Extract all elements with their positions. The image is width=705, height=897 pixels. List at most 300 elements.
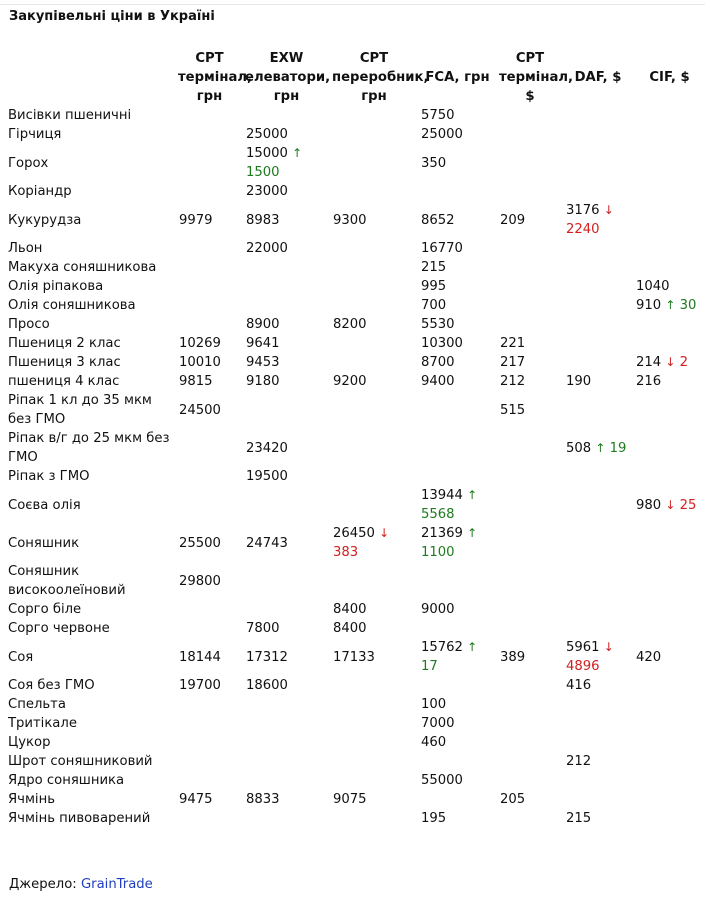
price-cell (176, 391, 243, 429)
price-cell (633, 695, 705, 714)
price-change: 2 (679, 355, 689, 370)
table-row (6, 524, 705, 562)
arrow-up-icon: ↑ (292, 146, 303, 160)
price-cell (330, 486, 418, 524)
table-row (6, 467, 705, 486)
price-value: 9453 (246, 355, 280, 370)
price-cell (176, 315, 243, 334)
price-cell (497, 562, 563, 600)
price-value: 9815 (179, 374, 213, 389)
price-cell (243, 714, 330, 733)
price-cell (563, 429, 633, 467)
price-value: 21369 (421, 526, 463, 541)
price-cell (633, 600, 705, 619)
price-value: 23000 (246, 184, 288, 199)
price-cell (243, 619, 330, 638)
price-cell (633, 809, 705, 828)
price-cell (418, 144, 497, 182)
price-value: 8652 (421, 212, 455, 228)
price-cell (563, 733, 633, 752)
price-cell (330, 600, 418, 619)
product-name: Соняшник (8, 535, 80, 551)
price-cell (176, 106, 243, 125)
arrow-up-icon: ↑ (467, 488, 478, 502)
price-cell (243, 524, 330, 562)
price-cell (633, 182, 705, 201)
price-value: 515 (500, 402, 526, 418)
price-cell (497, 752, 563, 771)
price-cell (330, 391, 418, 429)
price-cell (563, 106, 633, 125)
price-cell (633, 125, 705, 144)
price-cell (243, 125, 330, 144)
price-cell (176, 714, 243, 733)
price-cell (563, 296, 633, 315)
price-cell (563, 372, 633, 391)
price-cell (243, 315, 330, 334)
product-name: Кукурудза (8, 212, 82, 228)
price-cell (633, 315, 705, 334)
price-cell (243, 752, 330, 771)
price-cell (330, 201, 418, 239)
price-cell (243, 600, 330, 619)
price-cell (243, 429, 330, 467)
price-cell (243, 733, 330, 752)
price-cell (563, 524, 633, 562)
price-cell (497, 790, 563, 809)
price-cell (563, 315, 633, 334)
table-row (6, 562, 705, 600)
price-cell (497, 334, 563, 353)
price-cell (243, 296, 330, 315)
price-value: 26450 (333, 526, 375, 541)
table-row (6, 353, 705, 372)
price-cell (563, 638, 633, 676)
price-value: 995 (421, 279, 447, 294)
source-line (9, 877, 153, 892)
price-cell (497, 638, 563, 676)
product-name: Соєва олія (8, 497, 81, 513)
arrow-down-icon: ↓ (379, 526, 390, 540)
price-change: 19 (609, 440, 627, 456)
price-cell (497, 182, 563, 201)
price-cell (563, 714, 633, 733)
price-value: 24500 (179, 402, 221, 418)
product-name: Сорго біле (8, 602, 82, 617)
price-value: 700 (421, 298, 447, 313)
price-value: 460 (421, 735, 447, 750)
table-row (6, 391, 705, 429)
price-cell (418, 296, 497, 315)
price-cell (176, 809, 243, 828)
price-cell (243, 277, 330, 296)
price-value: 8833 (246, 792, 280, 807)
price-cell (633, 752, 705, 771)
price-cell (418, 619, 497, 638)
price-value: 9979 (179, 212, 213, 228)
price-value: 17133 (333, 649, 375, 665)
price-cell (497, 315, 563, 334)
price-cell (243, 771, 330, 790)
price-cell (176, 790, 243, 809)
price-cell (176, 467, 243, 486)
source-label: Джерело: (9, 877, 77, 892)
price-cell (497, 467, 563, 486)
price-value: 19500 (246, 469, 288, 484)
product-name: Ріпак в/г до 25 мкм без ГМО (8, 431, 170, 465)
price-cell (418, 429, 497, 467)
page-title: Закупівельні ціни в Україні (9, 9, 215, 24)
price-value: 25500 (179, 535, 221, 551)
price-value: 1040 (636, 279, 670, 294)
price-cell (330, 714, 418, 733)
price-cell (497, 144, 563, 182)
price-cell (633, 391, 705, 429)
price-value: 18144 (179, 649, 221, 665)
table-row (6, 144, 705, 182)
price-cell (563, 239, 633, 258)
price-cell (497, 619, 563, 638)
column-header-cpt-terminal-uah: CPT термінал, грн (178, 50, 253, 104)
price-cell (563, 125, 633, 144)
table-row (6, 429, 705, 467)
column-header-cif-usd: CIF, $ (649, 69, 690, 85)
price-change: 17 (421, 659, 438, 674)
price-cell (243, 201, 330, 239)
price-value: 19700 (179, 678, 221, 693)
price-cell (418, 258, 497, 277)
table-row (6, 600, 705, 619)
price-cell (418, 562, 497, 600)
column-header-cpt-terminal-usd: CPT термінал, $ (499, 50, 574, 104)
price-cell (176, 524, 243, 562)
price-cell (418, 676, 497, 695)
price-cell (418, 201, 497, 239)
price-cell (497, 771, 563, 790)
table-row (6, 315, 705, 334)
price-cell (418, 714, 497, 733)
price-value: 350 (421, 155, 447, 171)
price-cell (497, 277, 563, 296)
price-cell (176, 752, 243, 771)
price-value: 55000 (421, 773, 463, 788)
price-value: 205 (500, 792, 526, 807)
table-row (6, 619, 705, 638)
price-value: 9200 (333, 374, 367, 389)
price-cell (330, 638, 418, 676)
price-cell (243, 258, 330, 277)
price-value: 215 (421, 260, 447, 275)
price-value: 16770 (421, 241, 463, 256)
price-value: 5961 (566, 640, 600, 655)
product-name: Гірчиця (8, 127, 62, 142)
price-cell (563, 771, 633, 790)
price-change: 1100 (421, 545, 455, 560)
price-cell (176, 562, 243, 600)
product-name: Пшениця 2 клас (8, 336, 121, 351)
table-row (6, 790, 705, 809)
table-row (6, 106, 705, 125)
price-cell (330, 619, 418, 638)
product-name: Просо (8, 317, 50, 332)
price-cell (243, 638, 330, 676)
price-cell (243, 334, 330, 353)
price-cell (176, 695, 243, 714)
price-cell (563, 334, 633, 353)
price-cell (497, 106, 563, 125)
arrow-down-icon: ↓ (603, 640, 614, 654)
price-value: 910 (636, 298, 662, 313)
price-value: 9180 (246, 374, 280, 389)
price-cell (176, 296, 243, 315)
table-row (6, 676, 705, 695)
source-link[interactable]: GrainTrade (80, 877, 153, 892)
price-value: 23420 (246, 440, 288, 456)
price-cell (243, 486, 330, 524)
price-cell (633, 372, 705, 391)
table-row (6, 239, 705, 258)
price-cell (497, 391, 563, 429)
price-cell (563, 809, 633, 828)
price-cell (243, 106, 330, 125)
price-cell (633, 334, 705, 353)
price-cell (330, 467, 418, 486)
price-cell (330, 258, 418, 277)
price-value: 8400 (333, 621, 367, 636)
price-cell (563, 562, 633, 600)
table-row (6, 638, 705, 676)
price-value: 18600 (246, 678, 288, 693)
price-cell (418, 372, 497, 391)
product-name: Ріпак з ГМО (8, 469, 90, 484)
price-cell (176, 600, 243, 619)
price-cell (633, 353, 705, 372)
price-change: 5568 (421, 507, 455, 522)
price-cell (563, 258, 633, 277)
price-value: 29800 (179, 573, 221, 589)
table-row (6, 277, 705, 296)
price-cell (330, 372, 418, 391)
price-cell (418, 600, 497, 619)
price-value: 9000 (421, 602, 455, 617)
price-cell (418, 752, 497, 771)
price-cell (243, 809, 330, 828)
price-cell (418, 733, 497, 752)
price-cell (330, 144, 418, 182)
price-value: 416 (566, 678, 592, 693)
price-value: 9300 (333, 212, 367, 228)
price-cell (563, 277, 633, 296)
price-cell (633, 486, 705, 524)
price-cell (243, 790, 330, 809)
table-row (6, 201, 705, 239)
column-header-product (6, 48, 176, 106)
price-value: 5750 (421, 108, 455, 123)
price-cell (330, 429, 418, 467)
price-value: 212 (566, 754, 592, 769)
price-cell (633, 790, 705, 809)
table-row (6, 334, 705, 353)
price-cell (633, 106, 705, 125)
price-cell (176, 353, 243, 372)
price-cell (418, 638, 497, 676)
price-value: 100 (421, 697, 447, 712)
price-value: 7000 (421, 716, 455, 731)
column-header-cpt-processor-uah: CPT переробник, грн (332, 50, 429, 104)
price-cell (176, 733, 243, 752)
price-cell (418, 334, 497, 353)
price-cell (330, 353, 418, 372)
price-cell (176, 201, 243, 239)
price-cell (330, 771, 418, 790)
price-cell (243, 353, 330, 372)
price-cell (330, 733, 418, 752)
table-row (6, 182, 705, 201)
price-value: 22000 (246, 241, 288, 256)
price-cell (418, 315, 497, 334)
price-cell (563, 353, 633, 372)
price-cell (330, 334, 418, 353)
prices-table (6, 48, 705, 828)
arrow-up-icon: ↑ (665, 298, 676, 312)
price-value: 190 (566, 374, 592, 389)
price-cell (633, 714, 705, 733)
price-cell (497, 714, 563, 733)
price-value: 5530 (421, 317, 455, 332)
product-name: Льон (8, 241, 43, 256)
table-row (6, 258, 705, 277)
price-cell (176, 676, 243, 695)
price-cell (176, 619, 243, 638)
price-cell (633, 771, 705, 790)
price-value: 7800 (246, 621, 280, 636)
price-cell (563, 391, 633, 429)
price-cell (176, 486, 243, 524)
price-cell (497, 201, 563, 239)
price-value: 212 (500, 374, 526, 389)
product-name: Олія соняшникова (8, 298, 136, 313)
product-name: Ячмінь пивоварений (8, 811, 151, 826)
product-name: пшениця 4 клас (8, 374, 120, 389)
price-cell (418, 239, 497, 258)
price-value: 24743 (246, 535, 288, 551)
product-name: Ячмінь (8, 792, 55, 807)
price-cell (497, 296, 563, 315)
arrow-up-icon: ↑ (595, 440, 606, 455)
price-cell (330, 315, 418, 334)
product-name: Ріпак 1 кл до 35 мкм без ГМО (8, 393, 152, 427)
product-name: Макуха соняшникова (8, 260, 157, 275)
product-name: Тритікале (8, 716, 77, 731)
product-name: Пшениця 3 клас (8, 355, 121, 370)
table-row (6, 125, 705, 144)
product-name: Шрот соняшниковий (8, 754, 153, 769)
price-value: 8983 (246, 212, 280, 228)
product-name: Соя (8, 649, 34, 665)
price-value: 15000 (246, 146, 288, 161)
price-cell (563, 600, 633, 619)
price-value: 8900 (246, 317, 280, 332)
price-cell (633, 733, 705, 752)
price-cell (176, 334, 243, 353)
price-cell (330, 695, 418, 714)
price-cell (330, 106, 418, 125)
price-cell (176, 182, 243, 201)
price-cell (418, 277, 497, 296)
price-cell (497, 429, 563, 467)
price-cell (243, 676, 330, 695)
price-value: 389 (500, 649, 526, 665)
table-row (6, 733, 705, 752)
product-name: Олія ріпакова (8, 279, 104, 294)
price-value: 9641 (246, 336, 280, 351)
price-cell (497, 809, 563, 828)
price-cell (176, 429, 243, 467)
price-value: 9075 (333, 792, 367, 807)
price-value: 10269 (179, 336, 221, 351)
price-cell (633, 201, 705, 239)
price-cell (176, 258, 243, 277)
table-body (6, 106, 705, 828)
price-change: 383 (333, 545, 359, 560)
column-header-exw-elevators-uah: EXW елеватори, грн (245, 50, 331, 104)
product-name: Горох (8, 155, 49, 171)
price-cell (633, 467, 705, 486)
column-header-fca-uah: FCA, грн (425, 69, 490, 85)
price-cell (633, 144, 705, 182)
table-row (6, 372, 705, 391)
price-value: 25000 (421, 127, 463, 142)
price-cell (243, 372, 330, 391)
price-cell (418, 467, 497, 486)
price-value: 3176 (566, 203, 600, 218)
price-value: 980 (636, 497, 662, 513)
price-value: 10300 (421, 336, 463, 351)
price-cell (243, 239, 330, 258)
price-value: 214 (636, 355, 662, 370)
price-cell (563, 467, 633, 486)
product-name: Соя без ГМО (8, 678, 95, 693)
product-name: Соняшник високоолеїновий (8, 564, 126, 598)
price-change: 1500 (246, 165, 280, 180)
arrow-down-icon: ↓ (665, 497, 676, 512)
price-cell (418, 391, 497, 429)
price-cell (418, 695, 497, 714)
price-cell (330, 809, 418, 828)
price-cell (418, 790, 497, 809)
price-value: 8400 (333, 602, 367, 617)
price-cell (497, 695, 563, 714)
price-cell (243, 391, 330, 429)
price-cell (330, 125, 418, 144)
price-cell (497, 486, 563, 524)
price-cell (497, 676, 563, 695)
price-value: 15762 (421, 640, 463, 655)
table-row (6, 752, 705, 771)
price-value: 17312 (246, 649, 288, 665)
price-cell (176, 277, 243, 296)
price-cell (418, 125, 497, 144)
product-name: Цукор (8, 735, 51, 750)
price-change: 25 (679, 497, 697, 513)
price-cell (330, 296, 418, 315)
price-cell (330, 524, 418, 562)
price-cell (633, 562, 705, 600)
price-value: 13944 (421, 488, 463, 503)
price-cell (563, 144, 633, 182)
price-cell (176, 144, 243, 182)
price-cell (176, 239, 243, 258)
